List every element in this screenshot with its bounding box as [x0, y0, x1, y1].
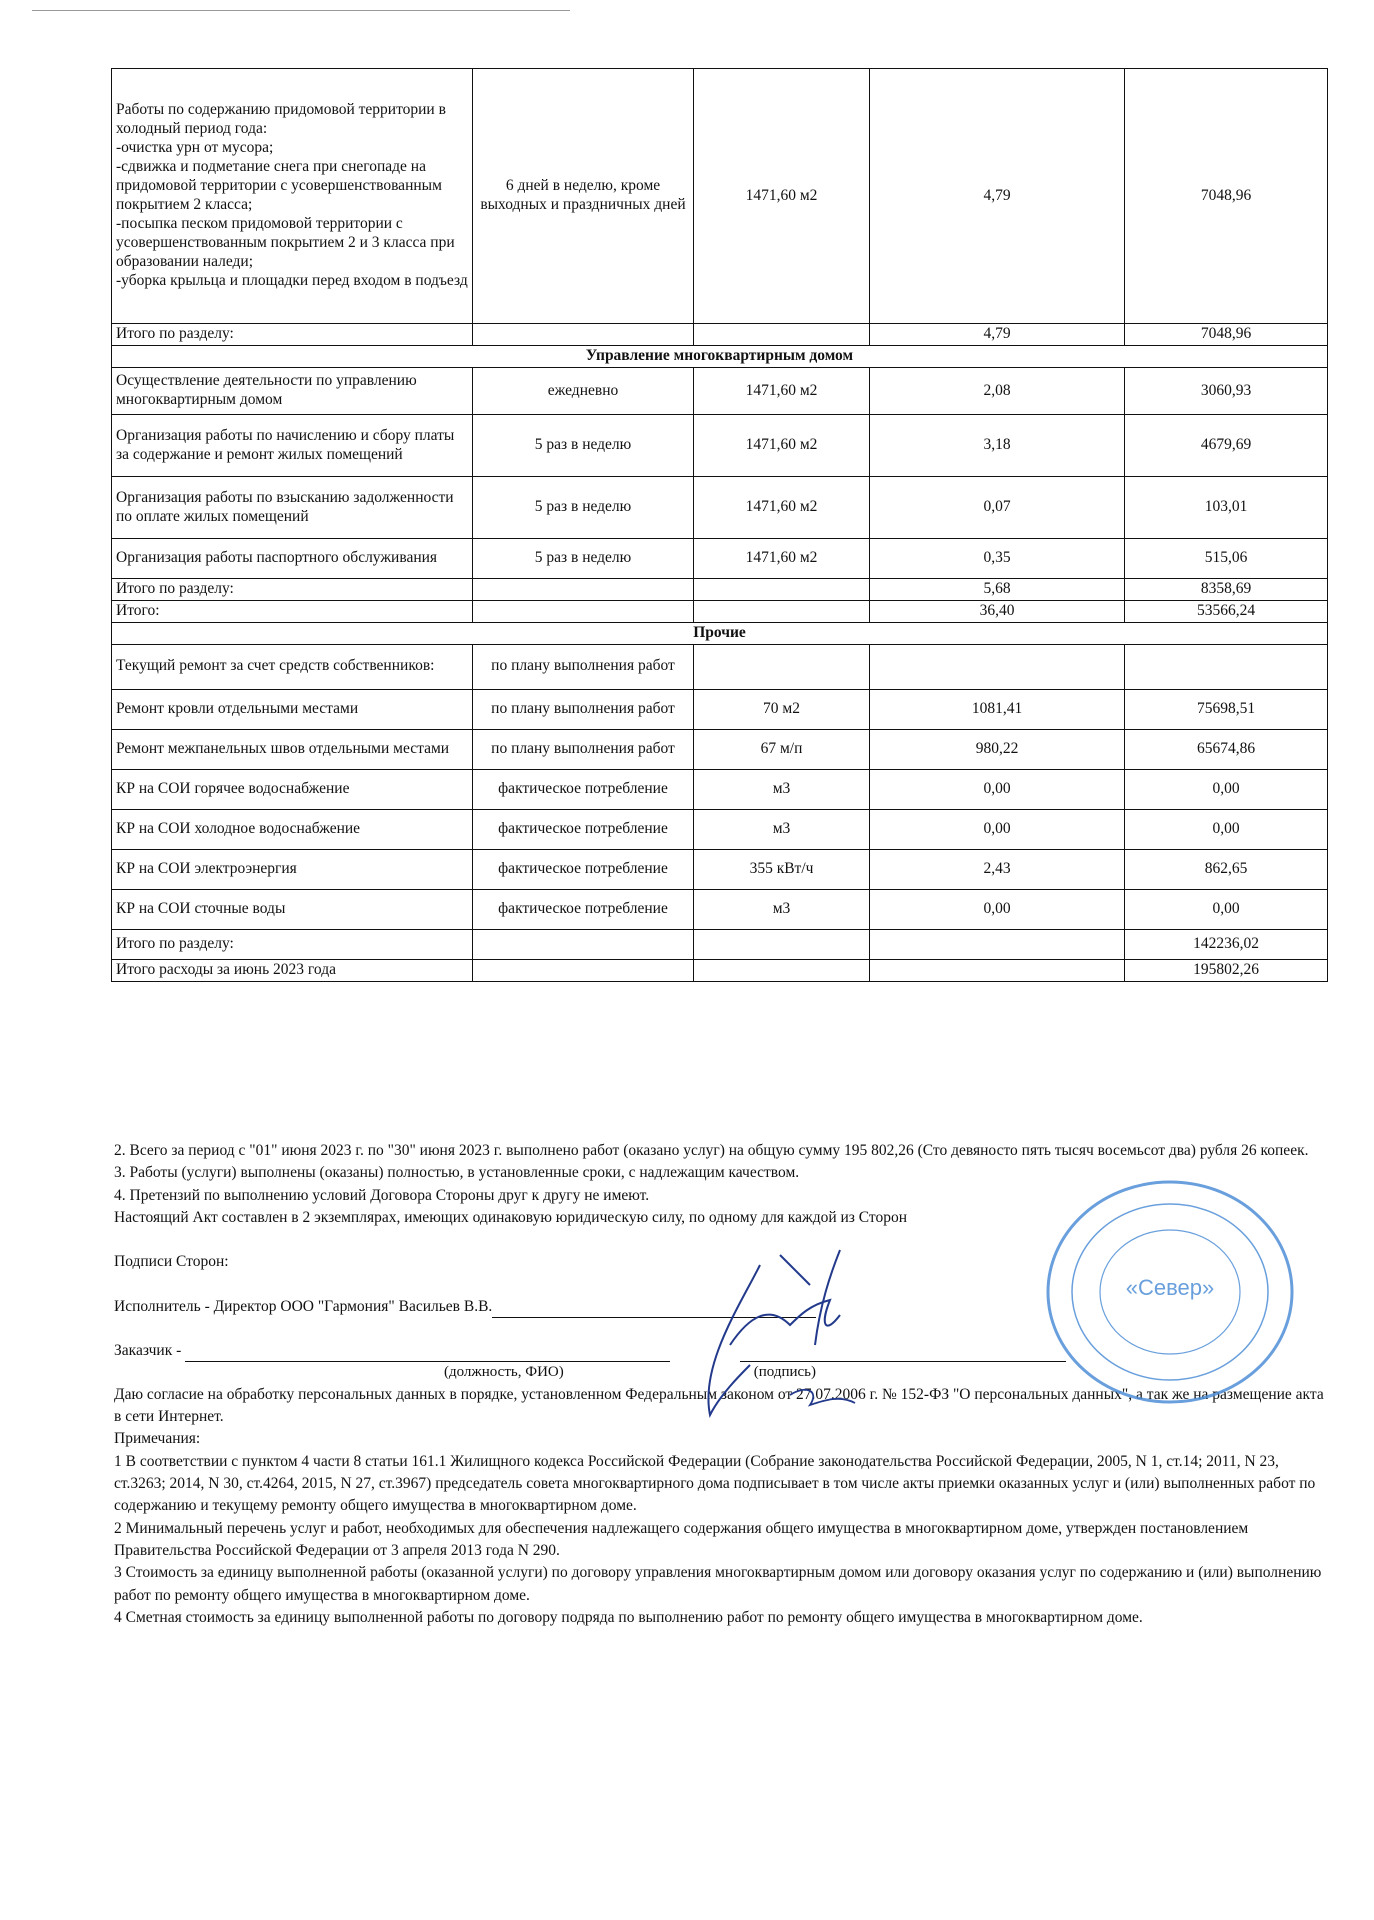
empty-cell: [473, 929, 694, 959]
empty-cell: [473, 959, 694, 981]
sum-cell: 0,00: [1125, 769, 1328, 809]
section-title: Прочие: [112, 623, 1328, 645]
quantity-cell: м3: [694, 769, 870, 809]
rate-cell: 0,07: [870, 477, 1125, 539]
signatures-title: Подписи Сторон:: [114, 1253, 229, 1271]
total-sum: 8358,69: [1125, 579, 1328, 601]
sum-cell: 862,65: [1125, 849, 1328, 889]
quantity-cell: 70 м2: [694, 689, 870, 729]
total-sum: 195802,26: [1125, 959, 1328, 981]
total-label: Итого по разделу:: [112, 929, 473, 959]
note-3: 3 Стоимость за единицу выполненной работы (оказанной услуги) по договору управления многоквартирным домом или договору оказания услуг по содержанию и (или) выполнению работ по ремонту общего имущества в многоквартирном доме.: [114, 1564, 1322, 1604]
total-row: [112, 579, 1328, 601]
work-name-cell: Организация работы по взысканию задолженности по оплате жилых помещений: [112, 477, 473, 539]
empty-cell: [694, 579, 870, 601]
total-row: [112, 601, 1328, 623]
total-rate: 4,79: [870, 324, 1125, 346]
section-title: Управление многоквартирным домом: [112, 346, 1328, 368]
frequency-cell: 5 раз в неделю: [473, 477, 694, 539]
sum-cell: 3060,93: [1125, 368, 1328, 415]
table-row: [112, 849, 1328, 889]
total-rate: [870, 929, 1125, 959]
paragraph-total-sum: 2. Всего за период с "01" июня 2023 г. по "30" июня 2023 г. выполнено работ (оказано услуг) на общую сумму 195 802,26 (Сто девяносто пять тысяч восемьсот два) рубля 26 копеек.: [114, 1142, 1309, 1159]
frequency-cell: ежедневно: [473, 368, 694, 415]
section-header-row: [112, 346, 1328, 368]
empty-cell: [694, 324, 870, 346]
empty-cell: [694, 929, 870, 959]
sum-cell: 0,00: [1125, 889, 1328, 929]
frequency-cell: 5 раз в неделю: [473, 539, 694, 579]
rate-cell: 0,00: [870, 769, 1125, 809]
rate-cell: 0,35: [870, 539, 1125, 579]
total-label: Итого по разделу:: [112, 579, 473, 601]
sum-cell: 4679,69: [1125, 415, 1328, 477]
notes-title: Примечания:: [114, 1430, 201, 1448]
work-name-cell: Ремонт кровли отдельными местами: [112, 689, 473, 729]
table-row: [112, 69, 1328, 324]
sum-cell: 0,00: [1125, 809, 1328, 849]
work-name-cell: КР на СОИ горячее водоснабжение: [112, 769, 473, 809]
table-row: [112, 689, 1328, 729]
works-table: [111, 68, 1328, 982]
paragraph-no-claims: 4. Претензий по выполнению условий Договора Стороны друг к другу не имеют.: [114, 1186, 650, 1204]
rate-cell: 1081,41: [870, 689, 1125, 729]
executor-signature: [680, 1245, 930, 1425]
work-name-cell: КР на СОИ электроэнергия: [112, 849, 473, 889]
total-label: Итого:: [112, 601, 473, 623]
rate-cell: 2,43: [870, 849, 1125, 889]
work-name-cell: КР на СОИ сточные воды: [112, 889, 473, 929]
total-sum: 53566,24: [1125, 601, 1328, 623]
note-4: 4 Сметная стоимость за единицу выполненной работы по договору подряда по выполнению работ по ремонту общего имущества в многоквартирном доме.: [114, 1608, 1143, 1626]
empty-cell: [473, 579, 694, 601]
note-2: 2 Минимальный перечень услуг и работ, необходимых для обеспечения надлежащего содержания общего имущества в многоквартирном доме, утвержден постановлением Правительства Российской Федерации от 3 апреля 2013 года N 290.: [114, 1519, 1249, 1559]
frequency-cell: по плану выполнения работ: [473, 729, 694, 769]
sum-cell: [1125, 644, 1328, 689]
section-header-row: [112, 623, 1328, 645]
work-name-cell: Организация работы паспортного обслуживания: [112, 539, 473, 579]
table-row: [112, 644, 1328, 689]
total-label: Итого расходы за июнь 2023 года: [112, 959, 473, 981]
work-name-cell: Работы по содержанию придомовой территории в холодный период года: -очистка урн от мусора; -сдвижка и подметание снега при снегопаде на придомовой территории с усовершенствованным покрытием 2 класса; -посыпка песком придомовой территории с усовершенствованным покрытием 2 и 3 класса при образовании наледи; -уборка крыльца и площадки перед входом в подъезд: [112, 69, 473, 324]
frequency-cell: фактическое потребление: [473, 809, 694, 849]
rate-cell: 980,22: [870, 729, 1125, 769]
quantity-cell: м3: [694, 889, 870, 929]
empty-cell: [694, 601, 870, 623]
empty-cell: [473, 601, 694, 623]
table-row: [112, 415, 1328, 477]
frequency-cell: фактическое потребление: [473, 849, 694, 889]
total-rate: 5,68: [870, 579, 1125, 601]
total-row: [112, 959, 1328, 981]
rate-cell: 2,08: [870, 368, 1125, 415]
table-row: [112, 477, 1328, 539]
frequency-cell: 5 раз в неделю: [473, 415, 694, 477]
sum-cell: 65674,86: [1125, 729, 1328, 769]
work-name-cell: Текущий ремонт за счет средств собственников:: [112, 644, 473, 689]
table-row: [112, 539, 1328, 579]
sum-cell: 75698,51: [1125, 689, 1328, 729]
work-name-cell: Осуществление деятельности по управлению многоквартирным домом: [112, 368, 473, 415]
position-caption: (должность, ФИО): [444, 1364, 564, 1381]
executor-label: Исполнитель - Директор ООО "Гармония" Васильев В.В.: [114, 1297, 493, 1315]
rate-cell: 0,00: [870, 809, 1125, 849]
signature-caption: (подпись): [753, 1364, 817, 1381]
quantity-cell: 1471,60 м2: [694, 69, 870, 324]
sum-cell: 103,01: [1125, 477, 1328, 539]
note-1: 1 В соответствии с пунктом 4 части 8 статьи 161.1 Жилищного кодекса Российской Федерации (Собрание законодательства Российской Федерации, 2005, N 1, ст.14; 2011, N 23, ст.3263; 2014, N 30, ст.4264, 2015, N 27, ст.3967) председатель совета многоквартирного дома подписывает в том числе акты приемки оказанных услуг и (или) выполненных работ по содержанию и текущему ремонту общего имущества в многоквартирном доме.: [114, 1452, 1316, 1515]
quantity-cell: 1471,60 м2: [694, 539, 870, 579]
table-row: [112, 809, 1328, 849]
paragraph-quality: 3. Работы (услуги) выполнены (оказаны) полностью, в установленные сроки, с надлежащим качеством.: [114, 1164, 800, 1182]
rate-cell: 4,79: [870, 69, 1125, 324]
total-rate: 36,40: [870, 601, 1125, 623]
quantity-cell: м3: [694, 809, 870, 849]
work-name-cell: Организация работы по начислению и сбору платы за содержание и ремонт жилых помещений: [112, 415, 473, 477]
total-sum: 7048,96: [1125, 324, 1328, 346]
empty-cell: [473, 324, 694, 346]
stamp-center-text: «Север»: [1125, 1275, 1215, 1300]
total-label: Итого по разделу:: [112, 324, 473, 346]
rate-cell: 0,00: [870, 889, 1125, 929]
quantity-cell: 1471,60 м2: [694, 368, 870, 415]
total-row: [112, 929, 1328, 959]
work-name-cell: Ремонт межпанельных швов отдельными местами: [112, 729, 473, 769]
table-row: [112, 889, 1328, 929]
scan-top-line: [32, 10, 570, 11]
frequency-cell: по плану выполнения работ: [473, 689, 694, 729]
paragraph-copies: Настоящий Акт составлен в 2 экземплярах, имеющих одинаковую юридическую силу, по одному для каждой из Сторон: [114, 1208, 908, 1226]
sum-cell: 7048,96: [1125, 69, 1328, 324]
sum-cell: 515,06: [1125, 539, 1328, 579]
rate-cell: [870, 644, 1125, 689]
organization-stamp: [1040, 1175, 1300, 1410]
table-row: [112, 769, 1328, 809]
work-name-cell: КР на СОИ холодное водоснабжение: [112, 809, 473, 849]
quantity-cell: 1471,60 м2: [694, 415, 870, 477]
quantity-cell: 67 м/п: [694, 729, 870, 769]
quantity-cell: [694, 644, 870, 689]
rate-cell: 3,18: [870, 415, 1125, 477]
frequency-cell: по плану выполнения работ: [473, 644, 694, 689]
total-sum: 142236,02: [1125, 929, 1328, 959]
total-rate: [870, 959, 1125, 981]
table-row: [112, 368, 1328, 415]
frequency-cell: 6 дней в неделю, кроме выходных и праздничных дней: [473, 69, 694, 324]
customer-label: Заказчик -: [114, 1341, 182, 1359]
consent-text: Даю согласие на обработку персональных данных в порядке, установленном Федеральным законом от 27.07.2006 г. № 152-ФЗ "О персональных данных", а так же на размещение акта в сети Интернет.: [114, 1385, 1324, 1426]
empty-cell: [694, 959, 870, 981]
table-row: [112, 729, 1328, 769]
frequency-cell: фактическое потребление: [473, 889, 694, 929]
total-row: [112, 324, 1328, 346]
frequency-cell: фактическое потребление: [473, 769, 694, 809]
quantity-cell: 1471,60 м2: [694, 477, 870, 539]
quantity-cell: 355 кВт/ч: [694, 849, 870, 889]
